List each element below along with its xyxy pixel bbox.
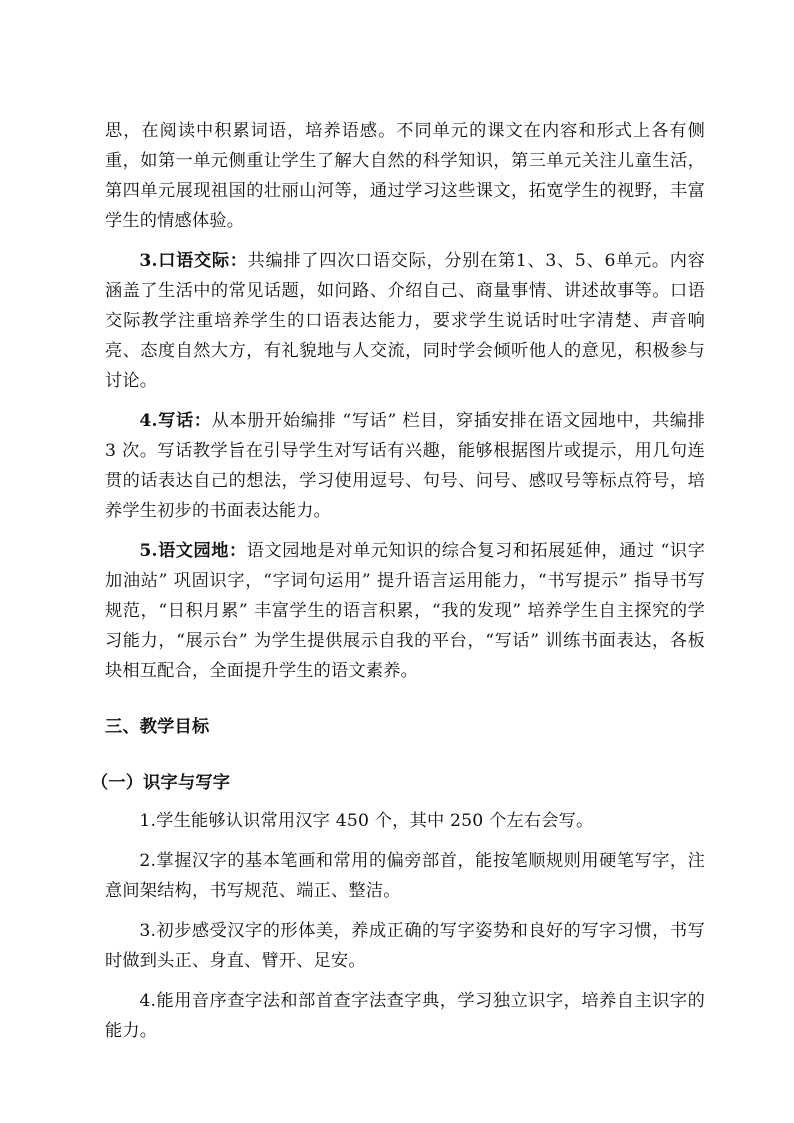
sub-heading: （一）识字与写字: [91, 773, 231, 793]
goal-item: 2.掌握汉字的基本笔画和常用的偏旁部首，能按笔顺规则用硬笔写字，注意间架结构，书写规范、端正、整洁。: [105, 851, 705, 901]
item-lead: 3.口语交际：: [139, 251, 248, 271]
item-lead: 4.写话：: [139, 411, 212, 431]
item-oral-communication: [105, 246, 705, 396]
item-chinese-garden: [105, 536, 705, 686]
goal-item: 4.能用音序查字法和部首查字法查字典，学习独立识字，培养自主识字的能力。: [105, 991, 705, 1041]
item-text: 语文园地是对单元知识的综合复习和拓展延伸，通过 “识字加油站” 巩固识字，“字词句运用” 提升语言运用能力，“书写提示” 指导书写规范，“日积月累” 丰富学生的语言积累，“我的发现” 培养学生自主探究的学习能力，“展示台” 为学生提供展示自我的平台，“写话” 训练书面表达，各板块相互配合，全面提升学生的语文素养。: [105, 541, 705, 681]
item-lead: 5.语文园地：: [139, 541, 247, 561]
goal-item: 3.初步感受汉字的形体美，养成正确的写字姿势和良好的写字习惯，书写时做到头正、身直、臂开、足安。: [105, 921, 705, 971]
item-writing: [105, 406, 705, 526]
continuation-paragraph: 思，在阅读中积累词语，培养语感。不同单元的课文在内容和形式上各有侧重，如第一单元侧重让学生了解大自然的科学知识，第三单元关注儿童生活，第四单元展现祖国的壮丽山河等，通过学习这些课文，拓宽学生的视野，丰富学生的情感体验。: [105, 121, 705, 231]
goal-item: 1.学生能够认识常用汉字 450 个，其中 250 个左右会写。: [139, 811, 594, 831]
section-heading: 三、教学目标: [105, 717, 210, 737]
item-text: 共编排了四次口语交际，分别在第1、3、5、6单元。内容涵盖了生活中的常见话题，如问路、介绍自己、商量事情、讲述故事等。口语交际教学注重培养学生的口语表达能力，要求学生说话时吐字清楚、声音响亮、态度自然大方，有礼貌地与人交流，同时学会倾听他人的意见，积极参与讨论。: [105, 251, 705, 391]
item-text: 从本册开始编排 “写话” 栏目，穿插安排在语文园地中，共编排 3 次。写话教学旨在引导学生对写话有兴趣，能够根据图片或提示，用几句连贯的话表达自己的想法，学习使用逗号、句号、问号、感叹号等标点符号，培养学生初步的书面表达能力。: [105, 411, 705, 521]
page-content: [91, 116, 705, 1056]
